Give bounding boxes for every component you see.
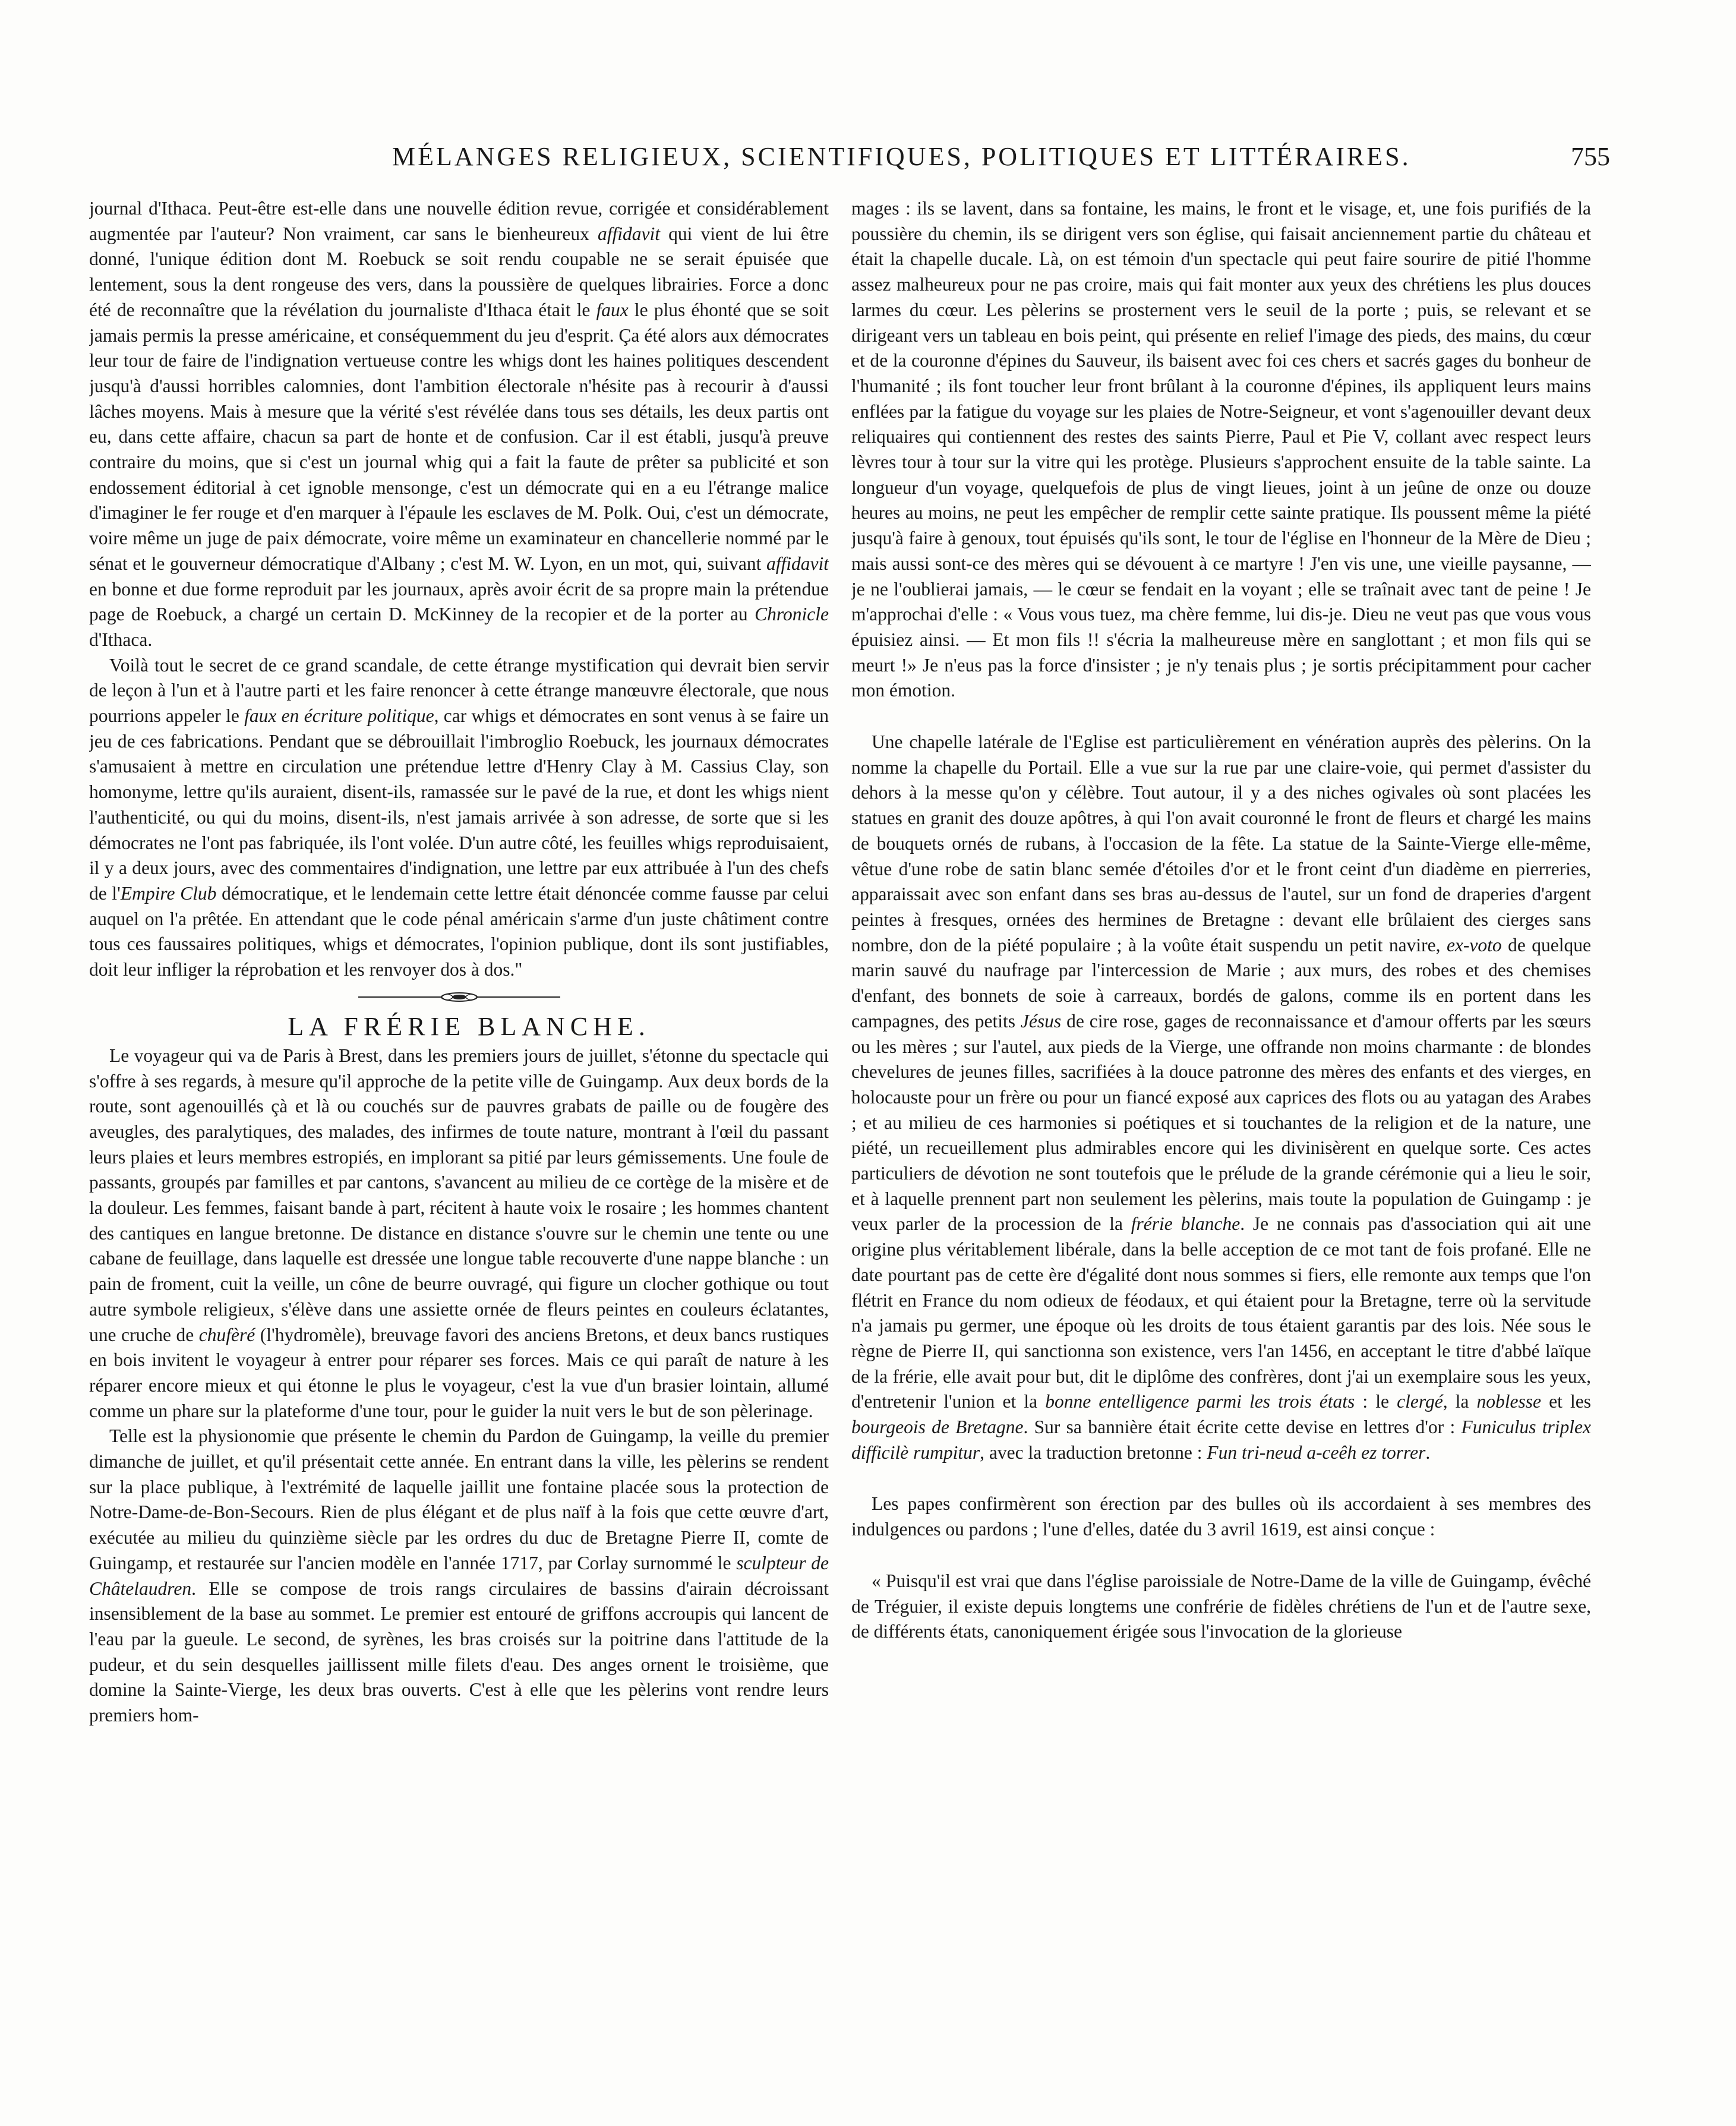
italic-phrase: affidavit	[766, 553, 829, 574]
italic-phrase: noblesse	[1476, 1391, 1542, 1412]
italic-phrase: clergé	[1397, 1391, 1443, 1412]
article-paragraph: Voilà tout le secret de ce grand scandale, de cette étrange mystification qui devrait bien servir de leçon à l'un et à l'autre parti et les faire renoncer à cette étrange manœuvre électorale, que nous pourrions appeler le faux en écriture politique, car whigs et démocrates en sont venus à se faire un jeu de ces fabrications. Pendant que se débrouillait l'imbroglio Roebuck, les journaux démocrates s'amusaient à mettre en circulation une prétendue lettre d'Henry Clay à M. Cassius Clay, son homonyme, lettre qu'ils auraient, disent-ils, ramassée sur le pavé de la rue, et dont les whigs nient l'authenticité, ou qui du moins, disent-ils, n'est jamais arrivée à son adresse, de sorte que si les démocrates ne l'ont pas fabriquée, ils l'ont volée. D'un autre côté, les feuilles whigs reproduisaient, il y a deux jours, avec des commentaires d'indignation, une lettre par eux attribuée à l'un des chefs de l'Empire Club démocratique, et le lendemain cette lettre était dénoncée comme fausse par celui auquel on l'a prêtée. En attendant que le code pénal américain s'arme d'un juste châtiment contre tous ces faussaires politiques, whigs et démocrates, l'opinion publique, dont ils sont justifiables, doit leur infliger la réprobation et les renvoyer dos à dos."	[89, 654, 829, 980]
italic-phrase: chufèré	[198, 1324, 255, 1345]
section-divider-ornament	[89, 986, 829, 1008]
right-column	[851, 196, 1591, 2062]
body-paragraph: Une chapelle latérale de l'Eglise est particulièrement en vénération auprès des pèlerins. On la nomme la chapelle du Portail. Elle a vue sur la rue par une claire-voie, qui permet d'assister du dehors à la messe qu'on y célèbre. Tout autour, il y a des niches ogivales où sont placées les statues en granit des douze apôtres, à qui l'on avait couronné le front de fleurs et chargé les mains de bouquets ornés de rubans, à l'occasion de la fête. La statue de la Sainte-Vierge elle-même, vêtue d'une robe de satin blanc semée d'étoiles d'or et le front ceint d'un diadème en pierreries, apparaissait avec son enfant dans ses bras au-dessus de l'autel, sur un fond de draperies d'argent peintes à fresques, ornées des hermines de Bretagne : devant elle brûlaient des cierges sans nombre, don de la piété populaire ; à la voûte était suspendu un petit navire, ex-voto de quelque marin sauvé du naufrage par l'intercession de Marie ; aux murs, des robes et des chemises d'enfant, des bonnets de soie à carreaux, bordés de galons, comme ils en portent dans les campagnes, des petits Jésus de cire rose, gages de reconnaissance et d'amour offerts par les sœurs ou les mères ; sur l'autel, aux pieds de la Vierge, une offrande non moins charmante : de blondes chevelures de jeunes filles, sacrifiées à la douce patronne des mères des enfants et des vierges, en holocauste pour un frère ou pour un fiancé exposé aux caprices des flots ou au yatagan des Arabes ; et au milieu de ces harmonies si poétiques et si touchantes de la religion et de la nature, une piété, un recueillement plus admirables encore qui les divinisèrent en quelque sorte. Ces actes particuliers de dévotion ne sont toutefois que le prélude de la grande cérémonie qui a lieu le soir, et à laquelle prennent part non seulement les pèlerins, mais toute la population de Guingamp : je veux parler de la procession de la frérie blanche. Je ne connais pas d'association qui ait une origine plus véritablement libérale, dans la belle acception de ce mot tant de fois profané. Elle ne date pourtant pas de cette ère d'égalité dont nous sommes si fiers, elle remonte aux temps que l'on flétrit en France du nom odieux de féodaux, et qui étaient pour la Bretagne, terre où la servitude n'a jamais pu germer, une époque où les droits de tous étaient garantis par des lois. Née sous le règne de Pierre II, qui sanctionna son existence, vers l'an 1456, en acceptant le titre d'abbé laïque de la frérie, elle avait pour but, dit le diplôme des confrères, dont j'ai un exemplaire sous les yeux, d'entretenir l'union et la bonne entelligence parmi les trois états : le clergé, la noblesse et les bourgeois de Bretagne. Sur sa bannière était écrite cette devise en lettres d'or : Funiculus triplex difficilè rumpitur, avec la traduction bretonne : Fun tri-neud a-ceêh ez torrer.	[851, 731, 1591, 1463]
italic-phrase: faux	[596, 299, 629, 320]
italic-phrase: Fun tri-neud a-ceêh ez torrer	[1207, 1441, 1426, 1463]
italic-phrase: frérie blanche	[1131, 1213, 1241, 1235]
italic-phrase: Funiculus triplex difficilè rumpitur	[851, 1417, 1591, 1463]
article-paragraph: journal d'Ithaca. Peut-être est-elle dans une nouvelle édition revue, corrigée et considérablement augmentée par l'auteur? Non vraiment, car sans le bienheureux affidavit qui vient de lui être donné, l'unique édition dont M. Roebuck se soit rendu coupable ne se serait épuisée que lentement, sous la dent rongeuse des vers, dans la poussière de quelques librairies. Force a donc été de reconnaître que la révélation du journaliste d'Ithaca était le faux le plus éhonté que se soit jamais permis la presse américaine, et conséquemment du jeu d'esprit. Ça été alors aux démocrates leur tour de faire de l'indignation vertueuse contre les whigs dont les haines politiques descendent jusqu'à d'aussi horribles calomnies, dont l'ambition électorale n'hésite pas à recourir à d'aussi lâches moyens. Mais à mesure que la vérité s'est révélée dans tous ses détails, les deux partis ont eu, dans cette affaire, chacun sa part de honte et de confusion. Car il est établi, jusqu'à preuve contraire du moins, que si c'est un journal whig qui a fait la faute de prêter sa publicité et son endossement éditorial à cet ignoble mensonge, c'est un démocrate qui en a eu l'étrange malice d'imaginer le fer rouge et d'en marquer à l'épaule les esclaves de M. Polk. Oui, c'est un démocrate, voire même un juge de paix démocrate, voire même un examinateur en chancellerie nommé par le sénat et le gouverneur démocratique d'Albany ; c'est M. W. Lyon, en un mot, qui, suivant affidavit en bonne et due forme reproduit par les journaux, après avoir écrit de sa propre main la prétendue page de Roebuck, a chargé un certain D. McKinney de la recopier et de la porter au Chronicle d'Ithaca.	[89, 198, 829, 650]
ornament-rule-icon	[352, 988, 566, 1006]
body-paragraph: Telle est la physionomie que présente le chemin du Pardon de Guingamp, la veille du premier dimanche de juillet, et qu'il présentait cette année. En entrant dans la ville, les pèlerins se rendent sur la place publique, à l'extrémité de laquelle jaillit une fontaine placée sous la protection de Notre-Dame-de-Bon-Secours. Rien de plus élégant et de plus naïf à la fois que cette œuvre d'art, exécutée au milieu du quinzième siècle par les ordres du duc de Bretagne Pierre II, comte de Guingamp, et restaurée sur l'ancien modèle en l'année 1717, par Corlay surnommé le sculpteur de Châtelaudren. Elle se compose de trois rangs circulaires de bassins d'airain décroissant insensiblement de la base au sommet. Le premier est entouré de griffons accroupis qui lancent de l'eau par la gueule. Le second, de syrènes, les bras croisés sur la poitrine dans l'attitude de la pudeur, et du sein desquelles jaillissent mille filets d'eau. Des anges ornent le troisième, que domine la Sainte-Vierge, les deux bras ouverts. C'est à elle que les pèlerins vont rendre leurs premiers hom-	[89, 1425, 829, 1726]
italic-phrase: Jésus	[1020, 1010, 1062, 1032]
page-number: 755	[1571, 142, 1610, 171]
body-paragraph: Le voyageur qui va de Paris à Brest, dans les premiers jours de juillet, s'étonne du spectacle qui s'offre à ses regards, à mesure qu'il approche de la petite ville de Guingamp. Aux deux bords de la route, sont agenouillés çà et là ou couchés sur de pauvres grabats de paille ou de fougère des aveugles, des paralytiques, des malades, des infirmes de toute nature, montrant à l'œil du passant leurs plaies et leurs membres estropiés, en implorant sa pitié par leurs gémissements. Une foule de passants, groupés par familles et par cantons, s'avancent au milieu de ce cortège de la misère et de la douleur. Les femmes, faisant bande à part, récitent à haute voix le rosaire ; les hommes chantent des cantiques en langue bretonne. De distance en distance s'ouvre sur le chemin une tente ou une cabane de feuillage, dans laquelle est dressée une longue table recouverte d'une nappe blanche : un pain de froment, cuit la veille, un cône de beurre ouvragé, qui figure un clocher gothique ou tout autre symbole religieux, s'élève dans une assiette ornée de fleurs peintes en couleurs éclatantes, une cruche de chufèré (l'hydromèle), breuvage favori des anciens Bretons, et deux bancs rustiques en bois invitent le voyageur à entrer pour réparer ses forces. Mais ce qui paraît de nature à les réparer encore mieux et qui étonne le plus le voyageur, c'est la vue d'un brasier lointain, allumé comme un phare sur la plateforme d'une tour, pour le guider la nuit vers le but de son pèlerinage.	[89, 1045, 829, 1421]
quoted-bull-paragraph: « Puisqu'il est vrai que dans l'église paroissiale de Notre-Dame de la ville de Guingamp, évêché de Tréguier, il existe depuis longtems une confrérie de fidèles chrétiens de l'un et de l'autre sexe, de différents états, canoniquement érigée sous l'invocation de la glorieuse	[851, 1570, 1591, 1642]
italic-phrase: sculpteur de Châtelaudren	[89, 1552, 829, 1599]
italic-phrase: ex-voto	[1446, 934, 1502, 955]
running-title: MÉLANGES RELIGIEUX, SCIENTIFIQUES, POLITIQUES ET LITTÉRAIRES.	[392, 142, 1411, 171]
italic-phrase: bonne entelligence parmi les trois états	[1045, 1391, 1355, 1412]
body-paragraph: Les papes confirmèrent son érection par des bulles où ils accordaient à ses membres des indulgences ou pardons ; l'une d'elles, datée du 3 avril 1619, est ainsi conçue :	[851, 1493, 1591, 1540]
page-header	[83, 141, 1610, 183]
left-column	[89, 196, 829, 2062]
section-title: LA FRÉRIE BLANCHE.	[288, 1011, 651, 1041]
italic-phrase: affidavit	[598, 223, 660, 244]
italic-phrase: faux en écriture politique	[244, 705, 434, 727]
italic-phrase: Empire Club	[120, 882, 217, 904]
italic-phrase: bourgeois de Bretagne	[851, 1417, 1024, 1438]
body-paragraph: mages : ils se lavent, dans sa fontaine, les mains, le front et le visage, et, une fois purifiés de la poussière du chemin, ils se dirigent vers son église, qui faisait anciennement partie du château et était la chapelle ducale. Là, on est témoin d'un spectacle qui peut faire sourire de pitié l'homme assez malheureux pour ne pas croire, mais qui fait monter aux yeux des chrétiens les plus douces larmes du cœur. Les pèlerins se prosternent vers le seuil de la porte ; puis, se relevant et se dirigeant vers un tableau en bois peint, qui présente en relief l'image des pieds, des mains, du cœur et de la couronne d'épines du Sauveur, ils baisent avec foi ces chers et sacrés gages du bonheur de l'humanité ; ils font toucher leur front brûlant à la couronne d'épines, ils appliquent leurs mains enflées par la fatigue du voyage sur les plaies de Notre-Seigneur, et vont s'agenouiller devant deux reliquaires qui contiennent des restes des saints Pierre, Paul et Pie V, collant avec respect leurs lèvres tour à tour sur la vitre qui les protège. Plusieurs s'approchent ensuite de la table sainte. La longueur d'un voyage, quelquefois de plus de vingt lieues, joint à un jeûne de onze ou douze heures au moins, ne peut les empêcher de remplir cette sainte pratique. Ils poussent même la piété jusqu'à faire à genoux, tout épuisés qu'ils sont, le tour de l'église en l'honneur de la Mère de Dieu ; mais aussi sont-ce des mères qui se dévouent à ce martyre ! J'en vis une, une vieille paysanne, — je ne l'oublierai jamais, — le cœur se fendait en la voyant ; elle se traînait avec tant de peine ! Je m'approchai d'elle : « Vous vous tuez, ma chère femme, lui dis-je. Dieu ne veut pas que vous vous épuisiez ainsi. — Et mon fils !! s'écria la malheureuse mère en sanglottant ; et mon fils qui se meurt !» Je n'eus pas la force d'insister ; je n'y tenais plus ; je sortis précipitamment pour cacher mon émotion.	[851, 198, 1591, 701]
italic-phrase: Chronicle	[755, 604, 829, 625]
